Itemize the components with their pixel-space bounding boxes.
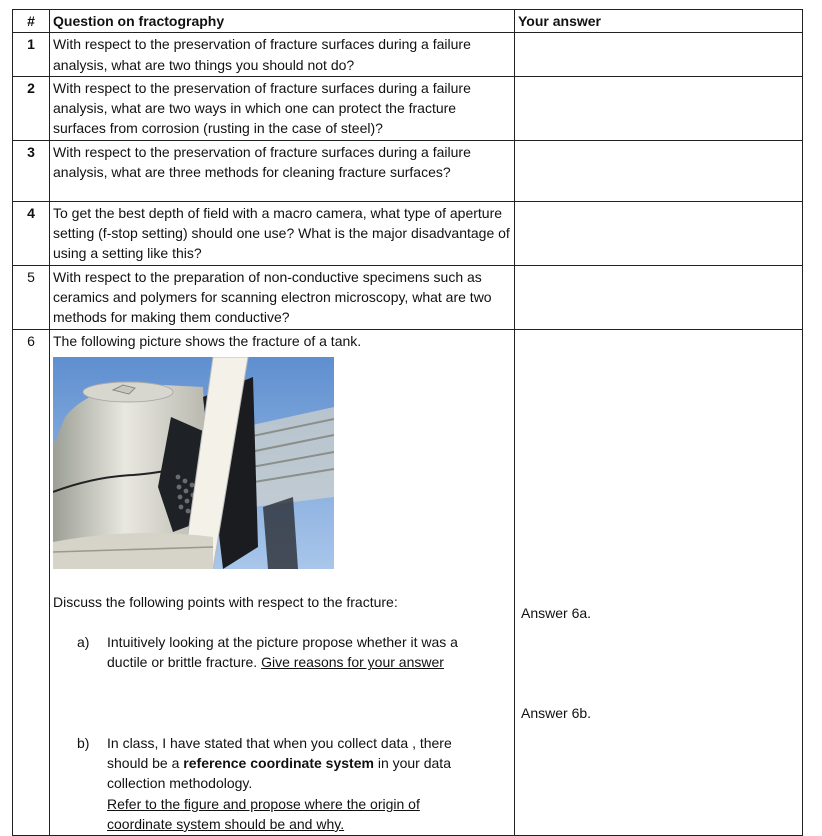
header-question: Question on fractography bbox=[50, 10, 515, 33]
question-6b-text-end: in your data collection methodology. bbox=[107, 755, 451, 792]
answer-cell[interactable] bbox=[515, 201, 803, 265]
answer-cell[interactable] bbox=[515, 33, 803, 77]
table-row bbox=[13, 201, 803, 265]
header-num: # bbox=[13, 10, 50, 33]
answer-cell-6[interactable] bbox=[515, 329, 803, 836]
question-text: With respect to the preservation of fracture surfaces during a failure analysis, what are three methods for cleaning fracture surfaces? bbox=[50, 140, 515, 201]
answer-6b-label[interactable]: Answer 6b. bbox=[521, 704, 592, 721]
question-intro: The following picture shows the fracture of a tank. bbox=[53, 332, 362, 349]
header-answer: Your answer bbox=[515, 10, 803, 33]
table-row bbox=[13, 140, 803, 201]
question-6b-text: In class, I have stated that when you collect data , there should be a bbox=[107, 734, 452, 772]
question-text: With respect to the preservation of fracture surfaces during a failure analysis, what are two things you should not do? bbox=[50, 33, 515, 77]
row-num: 1 bbox=[13, 33, 50, 77]
row-num: 3 bbox=[13, 140, 50, 201]
row-num: 6 bbox=[13, 329, 50, 836]
table-row bbox=[13, 33, 803, 77]
answer-cell[interactable] bbox=[515, 265, 803, 329]
row-num: 2 bbox=[13, 76, 50, 140]
fractography-table bbox=[12, 9, 803, 836]
question-6a-label: a) bbox=[77, 634, 90, 651]
answer-cell[interactable] bbox=[515, 76, 803, 140]
answer-cell[interactable] bbox=[515, 140, 803, 201]
header-row bbox=[13, 10, 803, 33]
question-text: With respect to the preservation of fracture surfaces during a failure analysis, what are two ways in which one can protect the fracture surfaces from corrosion (rusting in the case of steel)? bbox=[50, 76, 515, 140]
question-6b-bold: reference coordinate system bbox=[183, 755, 374, 772]
question-6a bbox=[77, 632, 511, 673]
answer-6a-label[interactable]: Answer 6a. bbox=[521, 604, 592, 621]
table-row bbox=[13, 329, 803, 836]
row-num: 5 bbox=[13, 265, 50, 329]
question-cell bbox=[50, 329, 515, 836]
question-6b-label: b) bbox=[77, 734, 90, 751]
question-6a-text: Intuitively looking at the picture propose whether it was a ductile or brittle fracture. bbox=[107, 634, 458, 671]
table-row bbox=[13, 76, 803, 140]
row-num: 4 bbox=[13, 201, 50, 265]
tank-fracture-photo bbox=[53, 357, 334, 569]
question-text: To get the best depth of field with a macro camera, what type of aperture setting (f-stop setting) should one use? What is the major disadvantage of using a setting like this? bbox=[50, 201, 515, 265]
question-6b bbox=[77, 733, 511, 834]
table-row bbox=[13, 265, 803, 329]
question-text: With respect to the preparation of non-conductive specimens such as ceramics and polymers for scanning electron microscopy, what are two methods for making them conductive? bbox=[50, 265, 515, 329]
discuss-intro: Discuss the following points with respect to the fracture: bbox=[53, 593, 398, 610]
question-6b-instruction: Refer to the figure and propose where the origin of coordinate system should be and why. bbox=[107, 795, 420, 832]
question-6a-instruction: Give reasons for your answer bbox=[261, 654, 444, 671]
